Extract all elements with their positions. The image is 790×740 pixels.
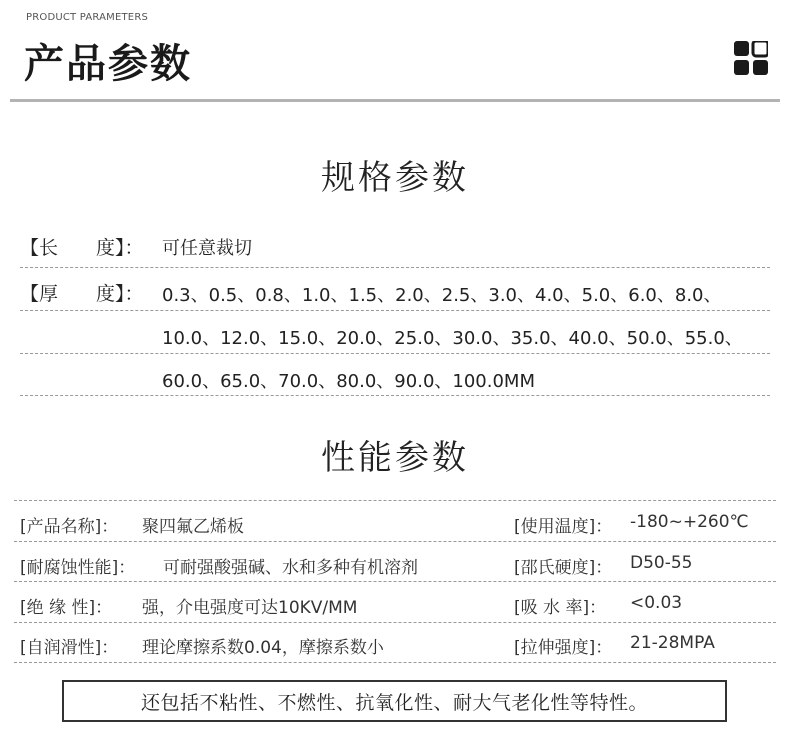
length-label: 【长 度】： bbox=[20, 237, 144, 259]
divider bbox=[20, 310, 770, 311]
thickness-line-1: 0.3、0.5、0.8、1.0、1.5、2.0、2.5、3.0、4.0、5.0、6.0、8.0、 bbox=[162, 285, 722, 306]
divider bbox=[14, 662, 776, 663]
perf-row-label: [产品名称]： bbox=[20, 517, 119, 537]
perf-section-title: 性能参数 bbox=[321, 438, 469, 478]
perf-row-value-right: -180~+260℃ bbox=[630, 512, 749, 532]
divider bbox=[20, 267, 770, 268]
page-title: 产品参数 bbox=[24, 41, 192, 87]
perf-row-label: [耐腐蚀性能]： bbox=[20, 558, 136, 578]
thickness-line-2: 10.0、12.0、15.0、20.0、25.0、30.0、35.0、40.0、50.0、55.0、 bbox=[162, 328, 743, 349]
perf-row-value: 强，介电强度可达10KV/MM bbox=[142, 598, 358, 618]
divider bbox=[14, 500, 776, 501]
length-value: 可任意裁切 bbox=[162, 238, 252, 259]
perf-row-value-right: <0.03 bbox=[630, 593, 683, 613]
header-subtitle-en: PRODUCT PARAMETERS bbox=[26, 12, 149, 23]
divider bbox=[14, 541, 776, 542]
divider bbox=[14, 581, 776, 582]
grid-menu-icon bbox=[734, 41, 768, 75]
perf-row-value: 聚四氟乙烯板 bbox=[142, 517, 244, 537]
perf-row-label-right: [吸 水 率]： bbox=[514, 598, 607, 618]
perf-row-value-right: 21-28MPA bbox=[630, 633, 715, 653]
perf-row-value-right: D50-55 bbox=[630, 553, 693, 573]
header-divider bbox=[10, 99, 780, 102]
perf-row-label: [绝 缘 性]： bbox=[20, 598, 113, 618]
features-note-text: 还包括不粘性、不燃性、抗氧化性、耐大气老化性等特性。 bbox=[140, 691, 648, 714]
perf-row-value: 理论摩擦系数0.04，摩擦系数小 bbox=[142, 638, 384, 658]
divider bbox=[20, 353, 770, 354]
divider bbox=[20, 395, 770, 396]
perf-row-value: 可耐强酸强碱、水和多种有机溶剂 bbox=[163, 558, 418, 578]
perf-row-label-right: [拉伸强度]： bbox=[514, 638, 613, 658]
perf-row-label-right: [邵氏硬度]： bbox=[514, 558, 613, 578]
perf-row-label: [自润滑性]： bbox=[20, 638, 119, 658]
thickness-label: 【厚 度】： bbox=[20, 283, 144, 305]
spec-section-title: 规格参数 bbox=[321, 158, 469, 198]
features-note-box bbox=[62, 680, 727, 722]
divider bbox=[14, 622, 776, 623]
thickness-line-3: 60.0、65.0、70.0、80.0、90.0、100.0MM bbox=[162, 371, 535, 392]
perf-row-label-right: [使用温度]： bbox=[514, 517, 613, 537]
